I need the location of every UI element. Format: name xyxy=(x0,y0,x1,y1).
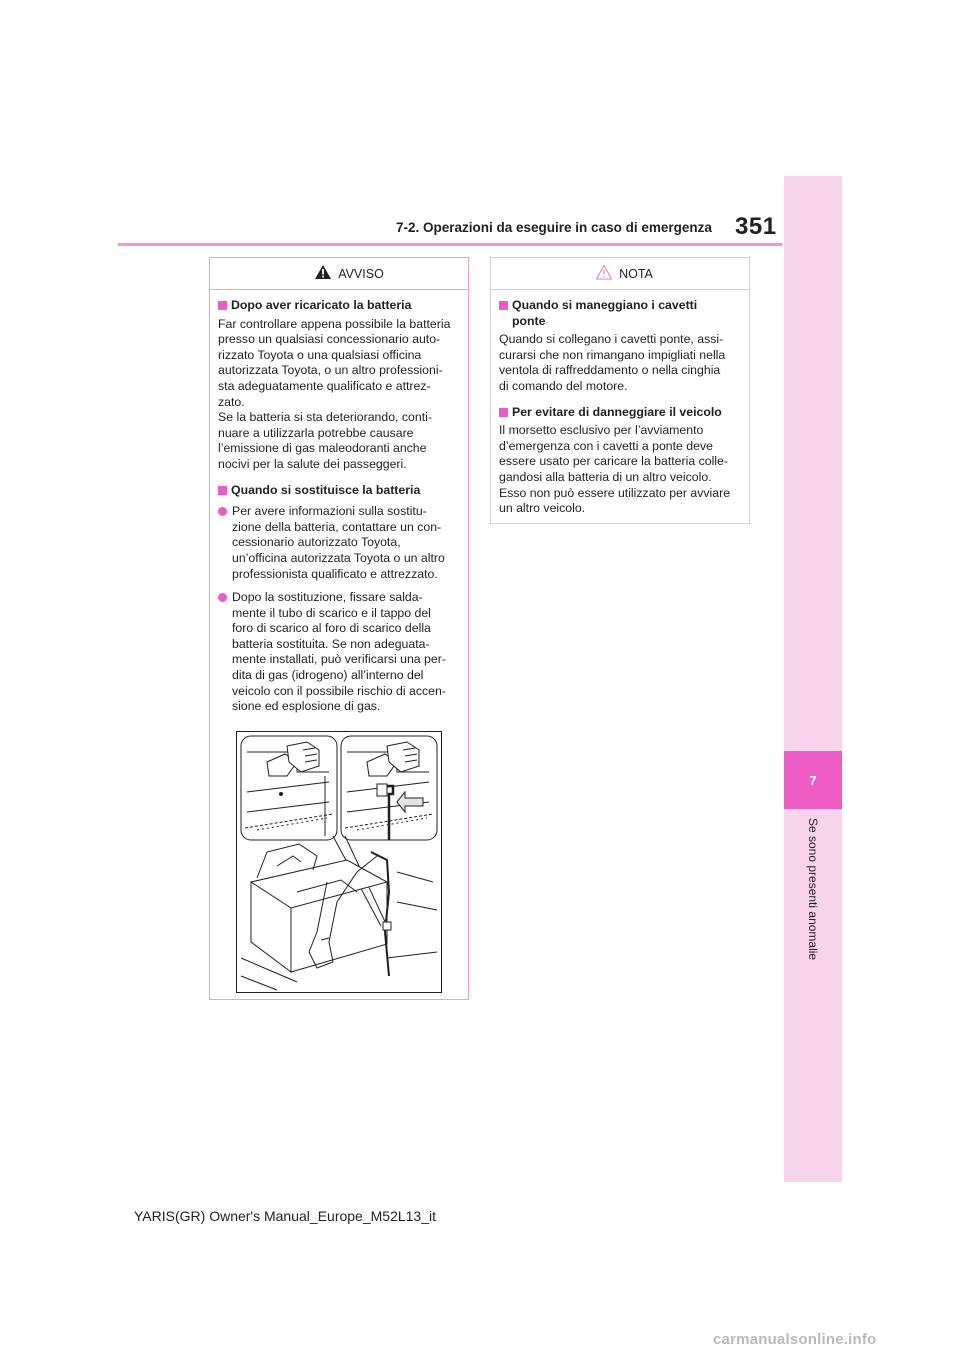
manual-id: YARIS(GR) Owner's Manual_Europe_M52L13_it xyxy=(134,1208,436,1224)
round-bullet-icon xyxy=(218,593,227,602)
note-title: NOTA xyxy=(619,266,653,281)
battery-drain-tube-illustration xyxy=(236,731,442,993)
header-rule xyxy=(118,243,782,246)
note-text-damage: Il morsetto esclusivo per l’avviamento d’emergenza con i cavetti a ponte deve essere usato per caricare la batteria colle- gandosi alla batteria di un altro veicolo. Esso non può essere utilizzato per avviare un altro veicolo. xyxy=(499,423,731,516)
square-bullet-icon xyxy=(218,486,227,495)
warning-title: AVVISO xyxy=(338,266,384,281)
square-bullet-icon xyxy=(218,301,227,310)
warning-triangle-icon xyxy=(314,264,332,283)
warning-text-after-charge: Far controllare appena possibile la batteria presso un qualsiasi concessionario auto- rizzato Toyota o una qualsiasi officina autorizzata Toyota, o un altro professioni- sta adeguatamente qualificato e attrez- zato. Se la batteria si sta deteriorando, conti- nuare a utilizzarla potrebbe causare l’emissione di gas maleodoranti anche nocivi per la salute dei passeggeri. xyxy=(218,316,451,471)
watermark[interactable]: carmanualsonline.info xyxy=(713,1331,877,1348)
sidebar-band-top xyxy=(784,176,842,751)
chapter-tab[interactable] xyxy=(784,751,842,809)
warning-heading-after-charge: Dopo aver ricaricato la batteria xyxy=(218,298,460,314)
square-bullet-icon xyxy=(499,301,508,310)
chapter-label: Se sono presenti anomalie xyxy=(806,818,820,961)
note-heading-damage: Per evitare di danneggiare il veicolo xyxy=(499,405,741,421)
note-box xyxy=(490,257,750,524)
square-bullet-icon xyxy=(499,408,508,417)
warning-box-header xyxy=(210,258,468,290)
page-number: 351 xyxy=(735,213,777,240)
caution-triangle-outline-icon xyxy=(595,264,613,283)
footer xyxy=(0,1208,960,1224)
list-item: Dopo la sostituzione, fissare salda- mente il tubo di scarico e il tappo del foro di scarico al foro di scarico della batteria sostituita. Se non adeguata- mente installati, può verificarsi una per- dita di gas (idrogeno) all’interno del veicolo con il possibile rischio di accen- sione ed esplosione di gas. xyxy=(218,590,460,715)
list-item: Per avere informazioni sulla sostitu- zione della batteria, contattare un con- cessionario autorizzato Toyota, un’officina autorizzata Toyota o un altro professionista qualificato e attrezzato. xyxy=(218,504,460,582)
note-heading-cables: Quando si maneggiano i cavetti ponte xyxy=(499,298,741,329)
chapter-number: 7 xyxy=(809,772,817,788)
warning-heading-replace: Quando si sostituisce la batteria xyxy=(218,483,460,499)
note-box-header xyxy=(491,258,749,290)
round-bullet-icon xyxy=(218,507,227,516)
section-title: 7-2. Operazioni da eseguire in caso di emergenza xyxy=(396,220,712,235)
note-text-cables: Quando si collegano i cavetti ponte, assi- curarsi che non rimangano impigliati nella ventola di raffreddamento o nella cinghia di comando del motore. xyxy=(499,332,726,393)
